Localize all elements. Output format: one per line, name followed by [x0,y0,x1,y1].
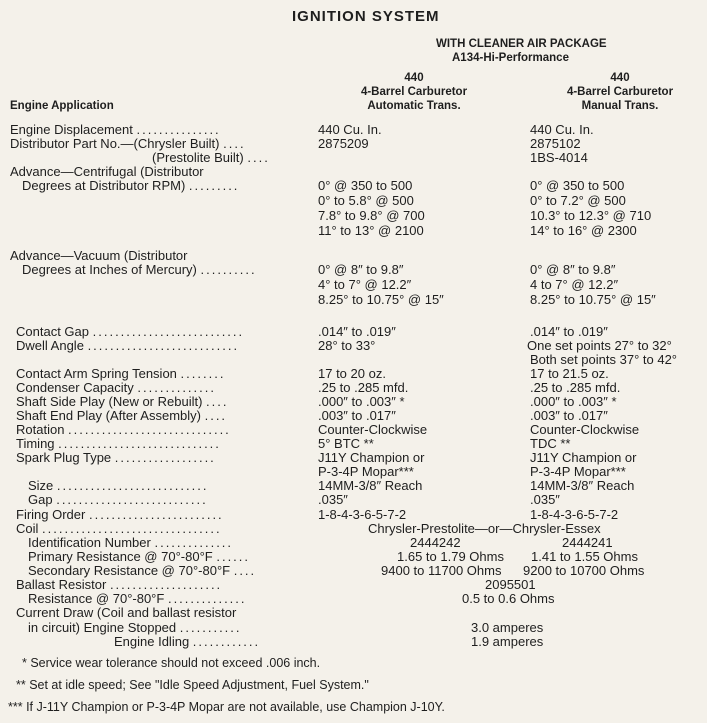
primary-c1: 1.65 to 1.79 Ohms [397,549,504,564]
footnote-2: ** Set at idle speed; See "Idle Speed Adjustment, Fuel System." [16,678,369,692]
secondary-c1: 9400 to 11700 Ohms [381,563,502,578]
contact-gap-c1: .014″ to .019″ [318,324,396,339]
spring-row [16,366,225,381]
coil-value: Chrysler-Prestolite—or—Chrysler-Essex [368,521,601,536]
vacuum-c2-line: 4 to 7° @ 12.2″ [530,277,619,292]
side-play-c1: .000″ to .003″ * [318,394,405,409]
vacuum-c1 [318,262,444,307]
gap-row [28,492,208,507]
rotation-row [16,422,231,437]
ident-c1: 2444242 [410,535,461,550]
leader-dots: ........................ [88,507,224,522]
engine-application-label: Engine Application [10,100,114,112]
col1-carb: 4-Barrel Carburetor [360,86,468,98]
leader-dots: ........................... [56,492,208,507]
centrifugal-c2-line: 10.3° to 12.3° @ 710 [530,208,652,223]
gap-c1: .035″ [318,492,348,507]
centrifugal-c2-line: 0° @ 350 to 500 [530,178,625,193]
coil-row [16,521,222,536]
footnote-3: *** If J-11Y Champion or P-3-4P Mopar are not available, use Champion J-10Y. [8,700,445,714]
coil-label: Coil [16,521,39,536]
leader-dots: ............................. [58,436,221,451]
centrifugal-c1 [318,178,425,238]
leader-dots: .............. [167,591,247,606]
leader-dots: ............................. [68,422,231,437]
firing-c2: 1-8-4-3-6-5-7-2 [530,507,619,522]
spring-c2: 17 to 21.5 oz. [530,366,609,381]
ballast-label: Ballast Resistor [16,577,107,592]
dwell-c1: 28° to 33° [318,338,376,353]
spring-c1: 17 to 20 oz. [318,366,386,381]
dwell-label: Dwell Angle [16,338,84,353]
gap-label: Gap [28,492,53,507]
vacuum-c2-line: 8.25° to 10.75° @ 15″ [530,292,656,307]
prestolite-row [152,150,270,165]
package-heading: WITH CLEANER AIR PACKAGE [436,38,607,50]
prestolite-c2: 1BS-4014 [530,150,588,165]
timing-row [16,436,221,451]
leader-dots: .... [247,150,270,165]
firing-label: Firing Order [16,507,86,522]
ballast-res-label: Resistance @ 70°-80°F [28,591,165,606]
gap-c2: .035″ [530,492,560,507]
leader-dots: ........................... [56,478,209,493]
primary-row [28,549,250,564]
timing-c1: 5° BTC ** [318,436,374,451]
timing-c2: TDC ** [530,436,571,451]
current-idling-row [114,634,260,649]
leader-dots: ............ [192,634,261,649]
size-c1: 14MM-3/8″ Reach [318,478,423,493]
centrifugal-label-1: Advance—Centrifugal (Distributor [10,164,204,179]
firing-row [16,507,224,522]
spark-plug-c1a: J11Y Champion or [318,450,425,465]
dwell-c2b: Both set points 37° to 42° [530,352,677,367]
col2-engine: 440 [610,72,630,84]
page-title: IGNITION SYSTEM [292,8,440,25]
footnote-1: * Service wear tolerance should not exceed .006 inch. [22,656,321,670]
condenser-c1: .25 to .285 mfd. [318,380,409,395]
dwell-row [16,338,239,353]
leader-dots: ................................ [42,521,222,536]
secondary-label: Secondary Resistance @ 70°-80°F [28,563,231,578]
centrifugal-c2 [530,178,651,238]
leader-dots: .... [223,136,246,151]
firing-c1: 1-8-4-3-6-5-7-2 [318,507,407,522]
ident-row [28,535,233,550]
contact-gap-label: Contact Gap [16,324,89,339]
centrifugal-c1-line: 0° @ 350 to 500 [318,178,413,193]
timing-label: Timing [16,436,55,451]
spark-plug-label: Spark Plug Type [16,450,112,465]
side-play-c2: .000″ to .003″ * [530,394,617,409]
spark-plug-row [16,450,216,465]
leader-dots: .... [206,394,229,409]
end-play-label: Shaft End Play (After Assembly) [16,408,201,423]
condenser-c2: .25 to .285 mfd. [530,380,621,395]
end-play-c2: .003″ to .017″ [530,408,608,423]
vacuum-label-1: Advance—Vacuum (Distributor [10,248,188,263]
displacement-c1: 440 Cu. In. [318,122,382,137]
centrifugal-label-2: Degrees at Distributor RPM) [22,178,186,193]
current-stopped-row [28,620,242,635]
col1-trans: Automatic Trans. [367,100,461,112]
leader-dots: .................... [109,577,223,592]
col1-engine: 440 [404,72,424,84]
end-play-c1: .003″ to .017″ [318,408,396,423]
package-code: A134-Hi-Performance [452,52,569,64]
centrifugal-c1-line: 11° to 13° @ 2100 [318,223,424,238]
vacuum-row [22,262,257,277]
distributor-c1: 2875209 [318,136,369,151]
rotation-c2: Counter-Clockwise [530,422,640,437]
leader-dots: ........................... [87,338,240,353]
distributor-label: Distributor Part No.—(Chrysler Built) [10,136,220,151]
vacuum-label-2: Degrees at Inches of Mercury) [22,262,197,277]
leader-dots: ........ [180,366,226,381]
current-label-1: Current Draw (Coil and ballast resistor [16,605,237,620]
end-play-row [16,408,227,423]
vacuum-c1-line: 0° @ 8″ to 9.8″ [318,262,404,277]
contact-gap-c2: .014″ to .019″ [530,324,608,339]
centrifugal-c2-line: 14° to 16° @ 2300 [530,223,637,238]
current-label-3: Engine Idling [114,634,190,649]
primary-c2: 1.41 to 1.55 Ohms [531,549,638,564]
col2-trans: Manual Trans. [581,100,659,112]
spark-plug-c2b: P-3-4P Mopar*** [530,464,626,479]
vacuum-c1-line: 8.25° to 10.75° @ 15″ [318,292,444,307]
ident-c2: 2444241 [562,535,613,550]
contact-gap-row [16,324,244,339]
ballast-value: 2095501 [485,577,536,592]
spark-plug-c1b: P-3-4P Mopar*** [318,464,414,479]
ballast-row [16,577,222,592]
dwell-c2a: One set points 27° to 32° [527,338,672,353]
spark-plug-c2a: J11Y Champion or [530,450,637,465]
centrifugal-row [22,178,239,193]
vacuum-c2 [530,262,656,307]
current-idling-value: 1.9 amperes [471,634,544,649]
size-label: Size [28,478,54,493]
centrifugal-c2-line: 0° to 7.2° @ 500 [530,193,626,208]
rotation-label: Rotation [16,422,65,437]
centrifugal-c1-line: 7.8° to 9.8° @ 700 [318,208,425,223]
ballast-res-row [28,591,247,606]
condenser-row [16,380,216,395]
side-play-row [16,394,229,409]
leader-dots: .... [233,563,257,578]
prestolite-label: (Prestolite Built) [152,150,244,165]
size-row [28,478,208,493]
current-label-2: in circuit) Engine Stopped [28,620,177,635]
ident-label: Identification Number [28,535,151,550]
vacuum-c1-line: 4° to 7° @ 12.2″ [318,277,412,292]
vacuum-c2-line: 0° @ 8″ to 9.8″ [530,262,616,277]
leader-dots: .................. [114,450,216,465]
displacement-row [10,122,221,137]
leader-dots: .............. [137,380,216,395]
leader-dots: ........................... [92,324,245,339]
rotation-c1: Counter-Clockwise [318,422,428,437]
leader-dots: .... [204,408,228,423]
leader-dots: ...... [216,549,251,564]
primary-label: Primary Resistance @ 70°-80°F [28,549,213,564]
ballast-res-value: 0.5 to 0.6 Ohms [462,591,555,606]
current-stopped-value: 3.0 amperes [471,620,544,635]
spring-label: Contact Arm Spring Tension [16,366,177,381]
secondary-c2: 9200 to 10700 Ohms [523,563,645,578]
condenser-label: Condenser Capacity [16,380,134,395]
secondary-row [28,563,256,578]
leader-dots: ......... [188,178,240,193]
col2-carb: 4-Barrel Carburetor [566,86,674,98]
distributor-c2: 2875102 [530,136,581,151]
size-c2: 14MM-3/8″ Reach [530,478,635,493]
leader-dots: .......... [200,262,257,277]
displacement-c2: 440 Cu. In. [530,122,594,137]
centrifugal-c1-line: 0° to 5.8° @ 500 [318,193,414,208]
side-play-label: Shaft Side Play (New or Rebuilt) [16,394,203,409]
leader-dots: ............... [136,122,221,137]
displacement-label: Engine Displacement [10,122,133,137]
leader-dots: ........... [179,620,242,635]
distributor-row [10,136,246,151]
leader-dots: .............. [154,535,234,550]
